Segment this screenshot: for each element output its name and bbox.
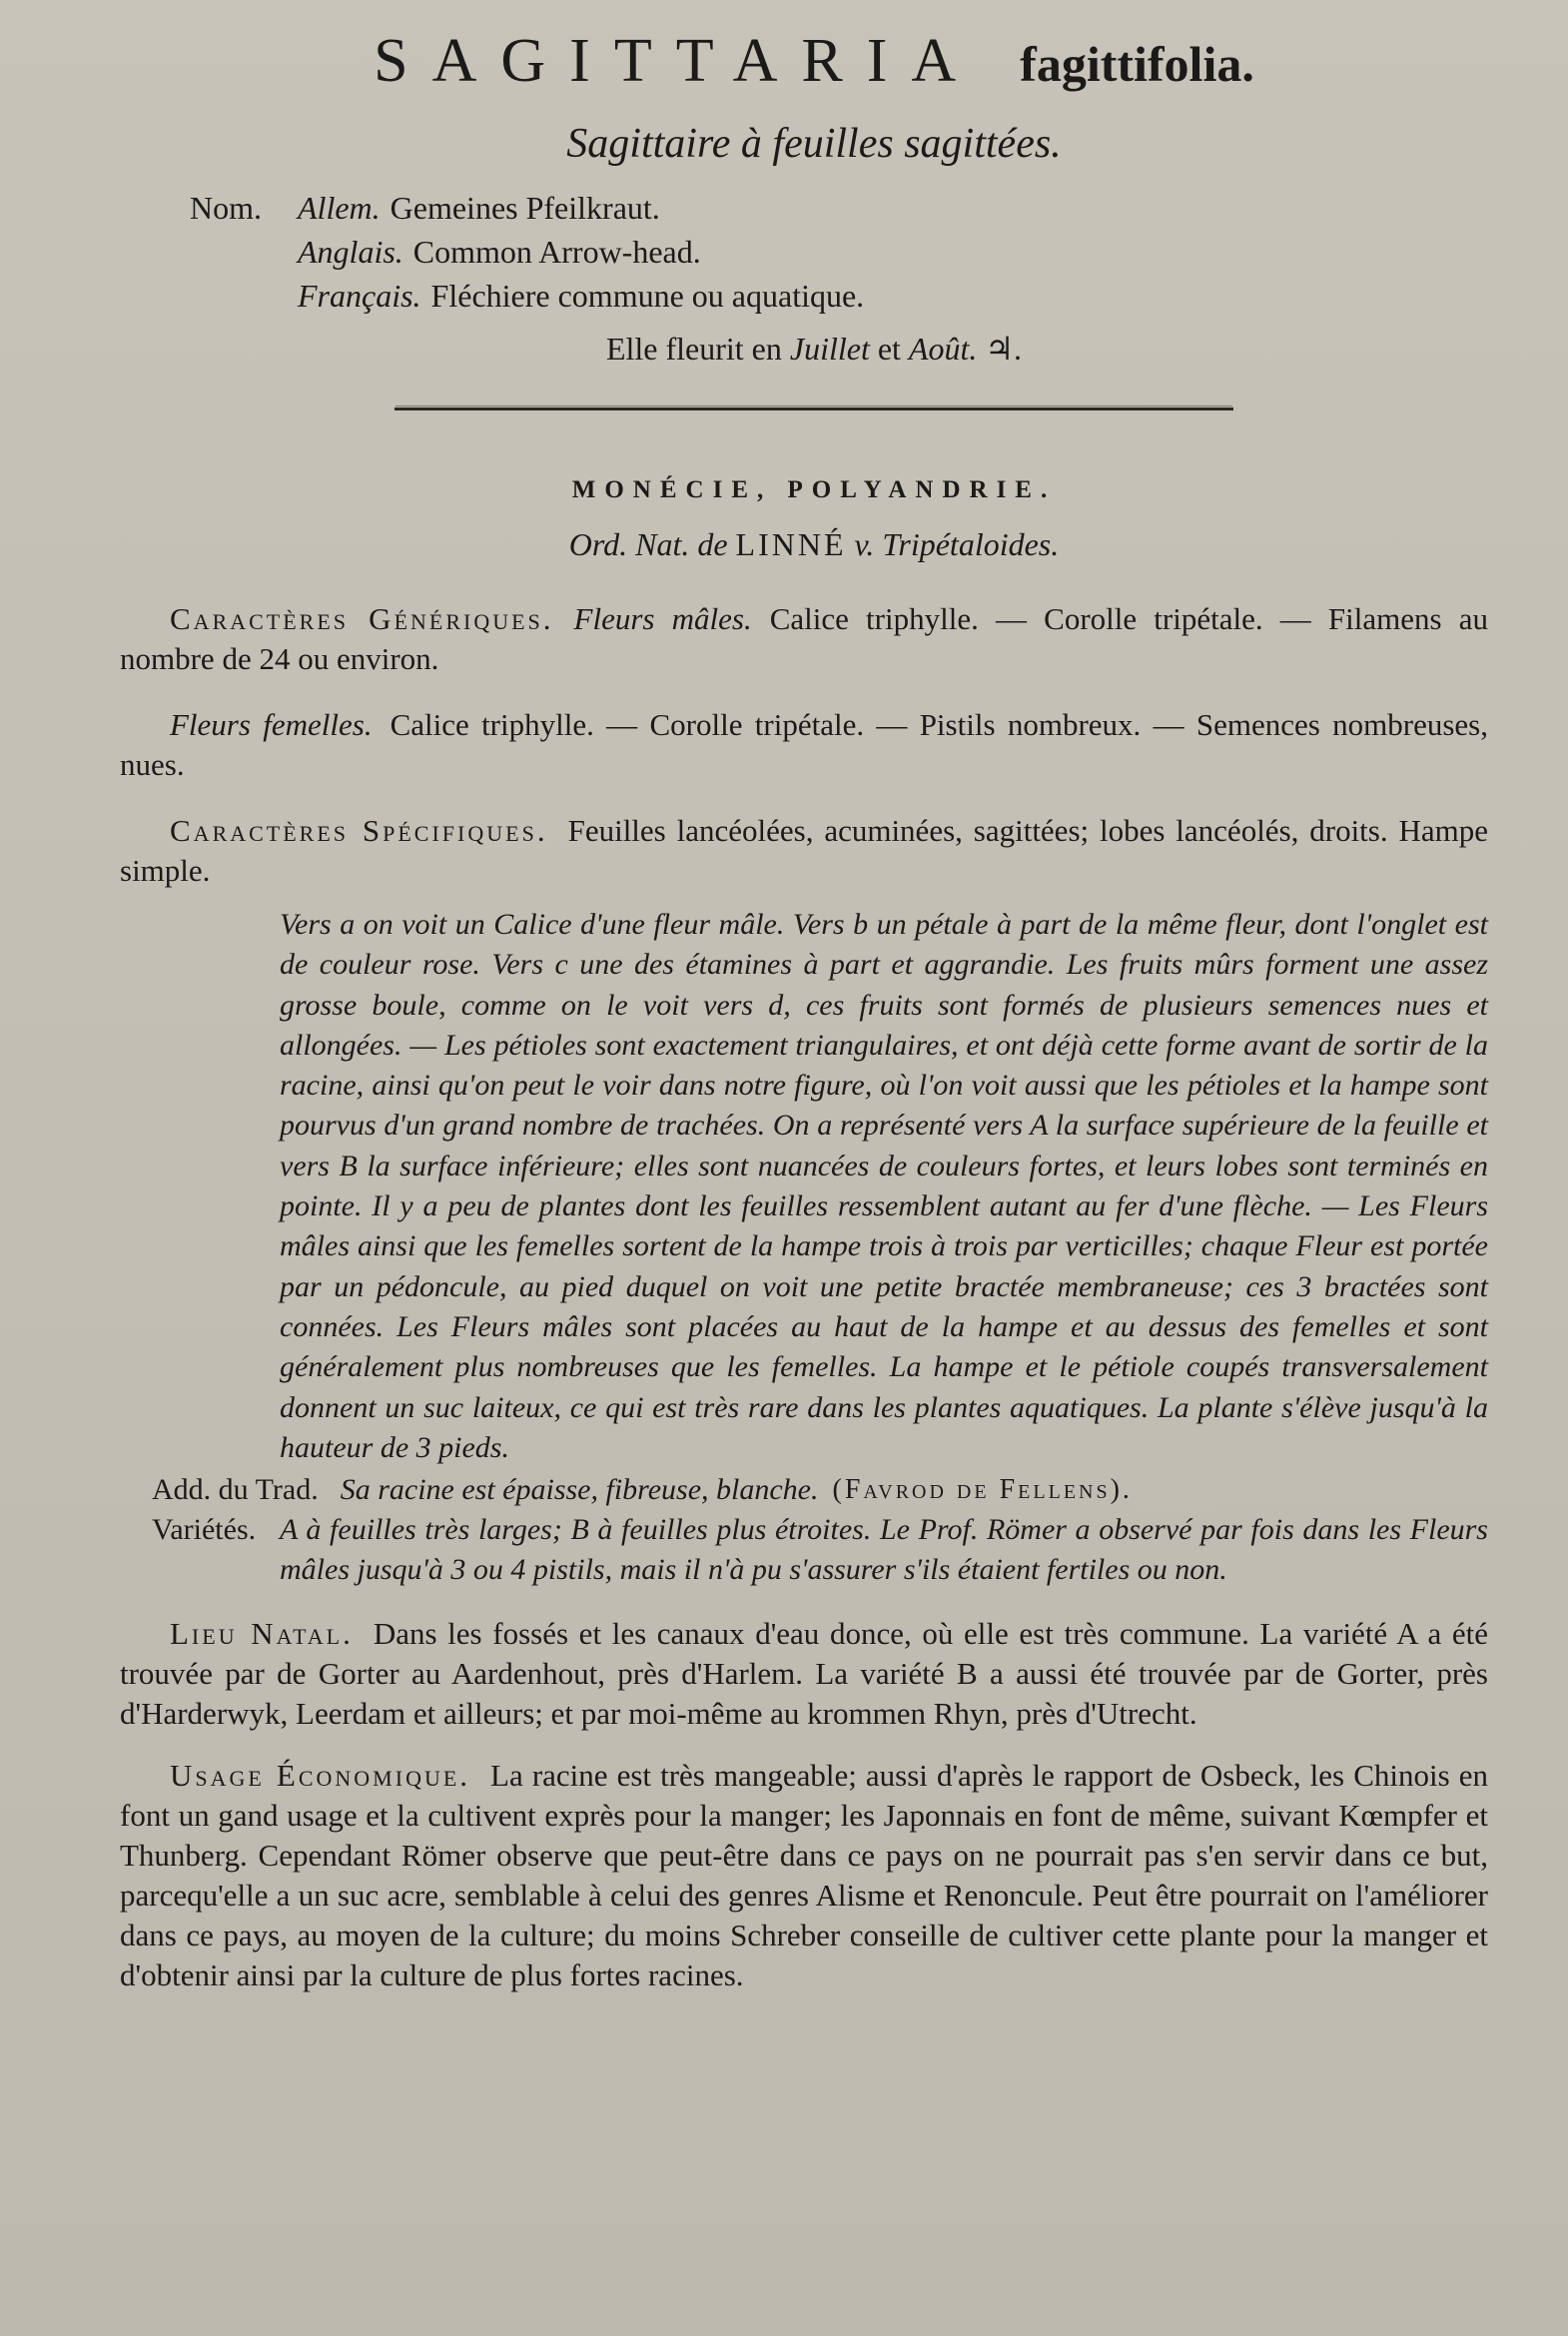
- linnaean-class: MONÉCIE, POLYANDRIE.: [571, 476, 1057, 503]
- francais-label: Français.: [298, 278, 421, 314]
- specific-characters: [120, 811, 1488, 891]
- native-habitat: [120, 1614, 1488, 1734]
- usage-text: La racine est très mangeable; aussi d'après le rapport de Osbeck, les Chinois en font un gand usage et la cultivent exprès pour la manger; les Japonnais en font de même, suivant Kœmpfer et Thunberg. Cependant Römer observe que peut-être dans ce pays on ne pourrait pas s'en servir dans ce but, parcequ'elle a un suc acre, semblable à celui des genres Alisme et Renoncule. Peut être pourrait on l'améliorer dans ce pays, au moyen de la culture; du moins Schreber conseille de cultiver cette plante pour la manger et d'obtenir ainsi par la culture de plus fortes racines.: [120, 1758, 1488, 1993]
- specific-text: Feuilles lancéolées, acuminées, sagittées; lobes lancéolés, droits. Hampe simple.: [120, 813, 1489, 888]
- translator-text: Sa racine est épaisse, fibreuse, blanche.: [340, 1473, 819, 1507]
- translator-note: [152, 1470, 1488, 1510]
- name-row-allem: [190, 186, 1488, 230]
- ord-author: LINNÉ: [735, 526, 847, 562]
- habitat-heading: Lieu Natal.: [170, 1616, 354, 1652]
- usage-heading: Usage Économique.: [170, 1758, 471, 1794]
- translator-author: (Favrod de Fellens).: [832, 1474, 1133, 1506]
- flowering-month-2: Août.: [908, 331, 978, 367]
- genus-name: SAGITTARIA: [374, 27, 981, 95]
- female-flowers-text: Calice triphylle. — Corolle tripétale. — Pistils nombreux. — Semences nombreuses, nues.: [120, 707, 1488, 782]
- name-row-anglais: [190, 230, 1488, 274]
- anglais-label: Anglais.: [298, 234, 403, 270]
- flowering-prefix: Elle fleurit en: [605, 331, 782, 367]
- allem-value: Gemeines Pfeilkraut.: [390, 190, 660, 226]
- translator-label: Add. du Trad.: [152, 1473, 319, 1507]
- plate-description: Vers a on voit un Calice d'une fleur mâle. Vers b un pétale à part de la même fleur, dont l'onglet est de couleur rose. Vers c une des étamines à part et aggrandie. Les fruits mûrs forment une assez grosse boule, comme on le voit vers d, ces fruits sont formés de plusieurs semences nues et allongées. — Les pétioles sont exactement triangulaires, et ont déjà cette forme avant de sortir de la racine, ainsi qu'on peut le voir dans notre figure, où l'on voit aussi que les pétioles et la hampe sont pourvus d'un grand nombre de trachées. On a représenté vers A la surface supérieure de la feuille et vers B la surface inférieure; elles sont nuancées de couleurs fortes, et leurs lobes sont terminés en pointe. Il y a peu de plantes dont les feuilles ressemblent autant au fer d'une flèche. — Les Fleurs mâles ainsi que les femelles sortent de la hampe trois à trois par verticilles; chaque Fleur est portée par un pédoncule, au pied duquel on voit une petite bractée membraneuse; ces 3 bractées sont connées. Les Fleurs mâles sont placées au haut de la hampe et au dessus des femelles et sont généralement plus nombreuses que les femelles. La hampe et le pétiole coupés transversalement donnent un suc laiteux, ce qui est très rare dans les plantes aquatiques. La plante s'élève jusqu'à la hauteur de 3 pieds.: [280, 908, 1488, 1464]
- flowering-month-1: Juillet: [789, 331, 870, 367]
- allem-label: Allem.: [298, 190, 381, 226]
- ord-suffix: v. Tripétaloides.: [854, 526, 1060, 562]
- flowering-line: [140, 330, 1488, 368]
- natural-order: [140, 526, 1488, 563]
- male-flowers-text: Calice triphylle. — Corolle tripétale. — Filamens au nombre de 24 ou environ.: [120, 601, 1488, 676]
- nom-label: Nom.: [190, 190, 262, 226]
- habitat-text: Dans les fossés et les canaux d'eau donce, où elle est très commune. La variété A a été trouvée par de Gorter au Aardenhout, près d'Harlem. La variété B a aussi été trouvée par de Gorter, près d'Harderwyk, Leerdam et ailleurs; et par moi-même au krommen Rhyn, près d'Utrecht.: [120, 1616, 1488, 1732]
- name-row-francais: [190, 274, 1488, 318]
- flowering-conj: et: [877, 331, 901, 367]
- male-flowers-label: Fleurs mâles.: [573, 601, 752, 636]
- varieties-text: A à feuilles très larges; B à feuilles plus étroites. Le Prof. Römer a observé par fois dans les Fleurs mâles jusqu'à 3 ou 4 pistils, mais il n'à pu s'assurer s'ils étaient fertiles ou non.: [280, 1513, 1488, 1587]
- specific-heading: Caractères Spécifiques.: [170, 813, 548, 848]
- francais-value: Fléchiere commune ou aquatique.: [430, 278, 865, 314]
- common-names: [190, 186, 1488, 318]
- species-name: fagittifolia.: [1020, 36, 1254, 92]
- generic-characters-male: [120, 599, 1488, 679]
- page-title: [140, 27, 1488, 95]
- perennial-symbol: ♃.: [985, 331, 1023, 367]
- female-flowers-label: Fleurs femelles.: [170, 707, 373, 742]
- generic-heading: Caractères Génériques.: [170, 601, 554, 636]
- section-divider: [394, 407, 1233, 410]
- french-name: Sagittaire à feuilles sagittées.: [566, 121, 1062, 167]
- varieties-label: Variétés.: [152, 1513, 257, 1547]
- ord-prefix: Ord. Nat. de: [568, 526, 728, 562]
- economic-use: [120, 1756, 1488, 1995]
- generic-characters-female: [120, 705, 1488, 785]
- anglais-value: Common Arrow-head.: [412, 234, 701, 270]
- varieties: [152, 1510, 1488, 1590]
